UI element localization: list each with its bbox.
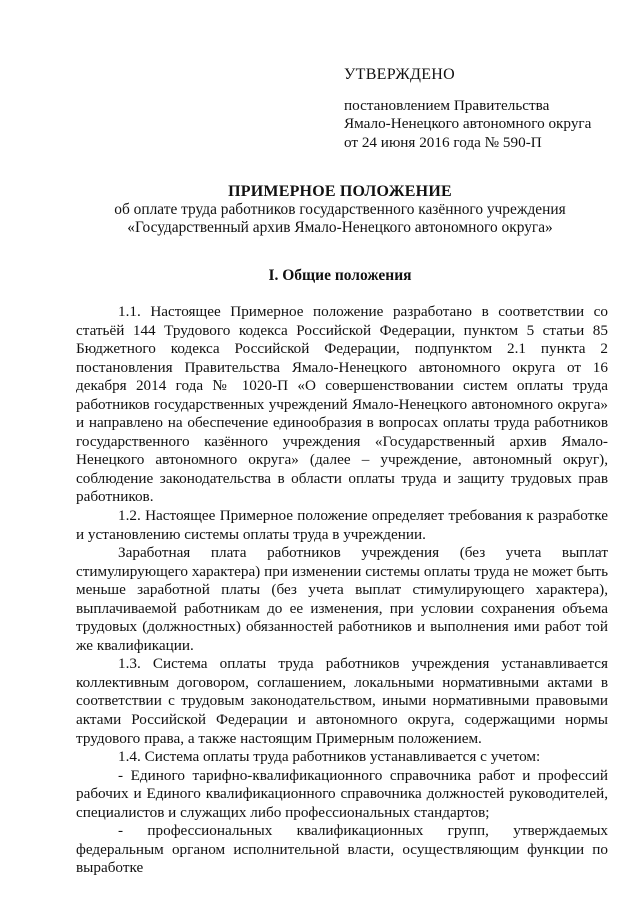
- document-body: [76, 303, 608, 878]
- paragraph: 1.1. Настоящее Примерное положение разработано в соответствии со статьёй 144 Трудового кодекса Российской Федерации, пунктом 5 статьи 85 Бюджетного кодекса Российской Федерации, подпунктом 2.1 пункта 2 постановления Правительства Ямало-Ненецкого автономного округа от 16 декабря 2014 года № 1020-П «О совершенствовании систем оплаты труда работников государственных учреждений Ямало-Ненецкого автономного округа» и направлено на обеспечение единообразия в вопросах оплаты труда работников государственного казённого учреждения «Государственный архив Ямало-Ненецкого автономного округа» (далее – учреждение, автономный округ), соблюдение законодательства в области оплаты труда и защиту трудовых прав работников.: [76, 303, 608, 506]
- approval-line: Ямало-Ненецкого автономного округа: [344, 115, 592, 132]
- paragraph: 1.3. Система оплаты труда работников учреждения устанавливается коллективным договором, соглашением, локальными нормативными актами в соответствии с трудовым законодательством, иными нормативными правовыми актами Российской Федерации и автономного округа, содержащими нормы трудового права, а также настоящим Примерным положением.: [76, 655, 608, 747]
- paragraph: 1.4. Система оплаты труда работников устанавливается с учетом:: [118, 748, 541, 766]
- document-title: ПРИМЕРНОЕ ПОЛОЖЕНИЕ: [228, 183, 452, 200]
- document-subtitle: [60, 201, 620, 237]
- approval-line: постановлением Правительства: [344, 96, 550, 114]
- section-title: I. Общие положения: [268, 267, 412, 284]
- approval-line: от 24 июня 2016 года № 590-П: [344, 133, 542, 151]
- document-subtitle-line: «Государственный архив Ямало-Ненецкого автономного округа»: [127, 219, 553, 236]
- approval-block: [344, 66, 624, 152]
- paragraph: 1.2. Настоящее Примерное положение определяет требования к разработке и установлению системы оплаты труда в учреждении.: [76, 507, 608, 543]
- document-subtitle-line: об оплате труда работников государственного казённого учреждения: [114, 201, 566, 218]
- paragraph: - Единого тарифно-квалификационного справочника работ и профессий рабочих и Единого квалификационного справочника должностей руководителей, специалистов и служащих либо профессиональных стандартов;: [76, 766, 608, 821]
- approval-title: УТВЕРЖДЕНО: [344, 66, 456, 83]
- paragraph: - профессиональных квалификационных групп, утверждаемых федеральным органом исполнительной власти, осуществляющим функции по выработке: [76, 822, 608, 877]
- paragraph: Заработная плата работников учреждения (без учета выплат стимулирующего характера) при изменении системы оплаты труда не может быть меньше заработной платы (без учета выплат стимулирующего характера), выплачиваемой работникам до ее изменения, при условии сохранения объема трудовых (должностных) обязанностей работников и выполнения ими работ той же квалификации.: [76, 544, 608, 654]
